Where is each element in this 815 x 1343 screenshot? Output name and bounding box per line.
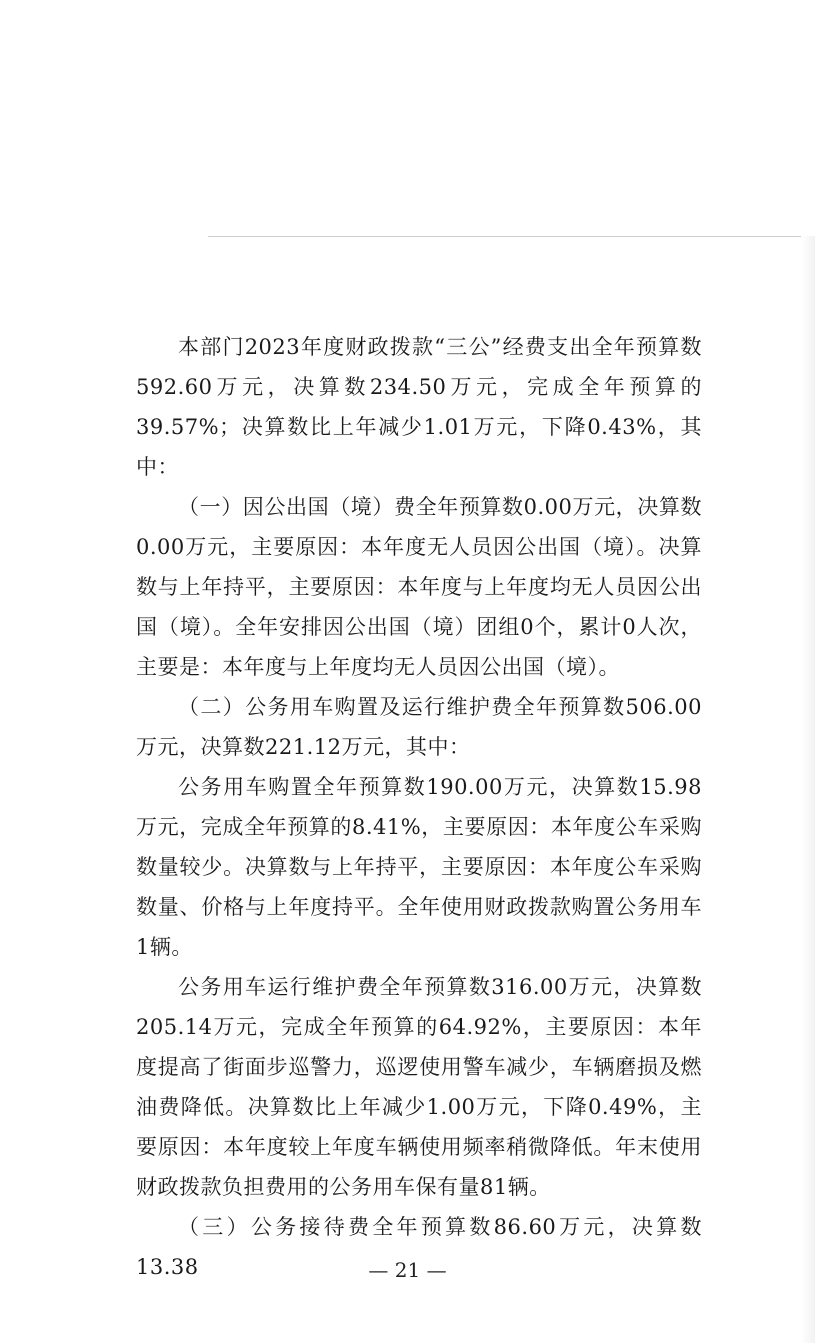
scan-divider: [208, 236, 802, 237]
page-number: — 21 —: [368, 1258, 447, 1282]
paragraph-vehicle-costs: （二）公务用车购置及运行维护费全年预算数506.00万元，决算数221.12万元，其中：: [136, 695, 702, 759]
body-text: [136, 327, 702, 1287]
paragraph-overseas-travel: （一）因公出国（境）费全年预算数0.00万元，决算数0.00万元，主要原因：本年度无人员因公出国（境）。决算数与上年持平，主要原因：本年度与上年度均无人员因公出国（境）。全年安排因公出国（境）团组0个，累计0人次，主要是：本年度与上年度均无人员因公出国（境）。: [136, 495, 702, 679]
paragraph-summary: 本部门2023年度财政拨款“三公”经费支出全年预算数592.60万元，决算数234.50万元，完成全年预算的39.57%；决算数比上年减少1.01万元，下降0.43%，其中：: [136, 335, 702, 479]
scan-edge-shadow: [801, 236, 815, 1343]
paragraph-vehicle-purchase: 公务用车购置全年预算数190.00万元，决算数15.98万元，完成全年预算的8.41%，主要原因：本年度公车采购数量较少。决算数与上年持平，主要原因：本年度公车采购数量、价格与上年度持平。全年使用财政拨款购置公务用车1辆。: [136, 775, 702, 959]
paragraph-vehicle-maintenance: 公务用车运行维护费全年预算数316.00万元，决算数205.14万元，完成全年预算的64.92%，主要原因：本年度提高了街面步巡警力，巡逻使用警车减少，车辆磨损及燃油费降低。决算数比上年减少1.00万元，下降0.49%，主要原因：本年度较上年度车辆使用频率稍微降低。年末使用财政拨款负担费用的公务用车保有量81辆。: [136, 975, 702, 1199]
paragraph-reception-costs: （三）公务接待费全年预算数86.60万元，决算数13.38: [136, 1215, 702, 1279]
